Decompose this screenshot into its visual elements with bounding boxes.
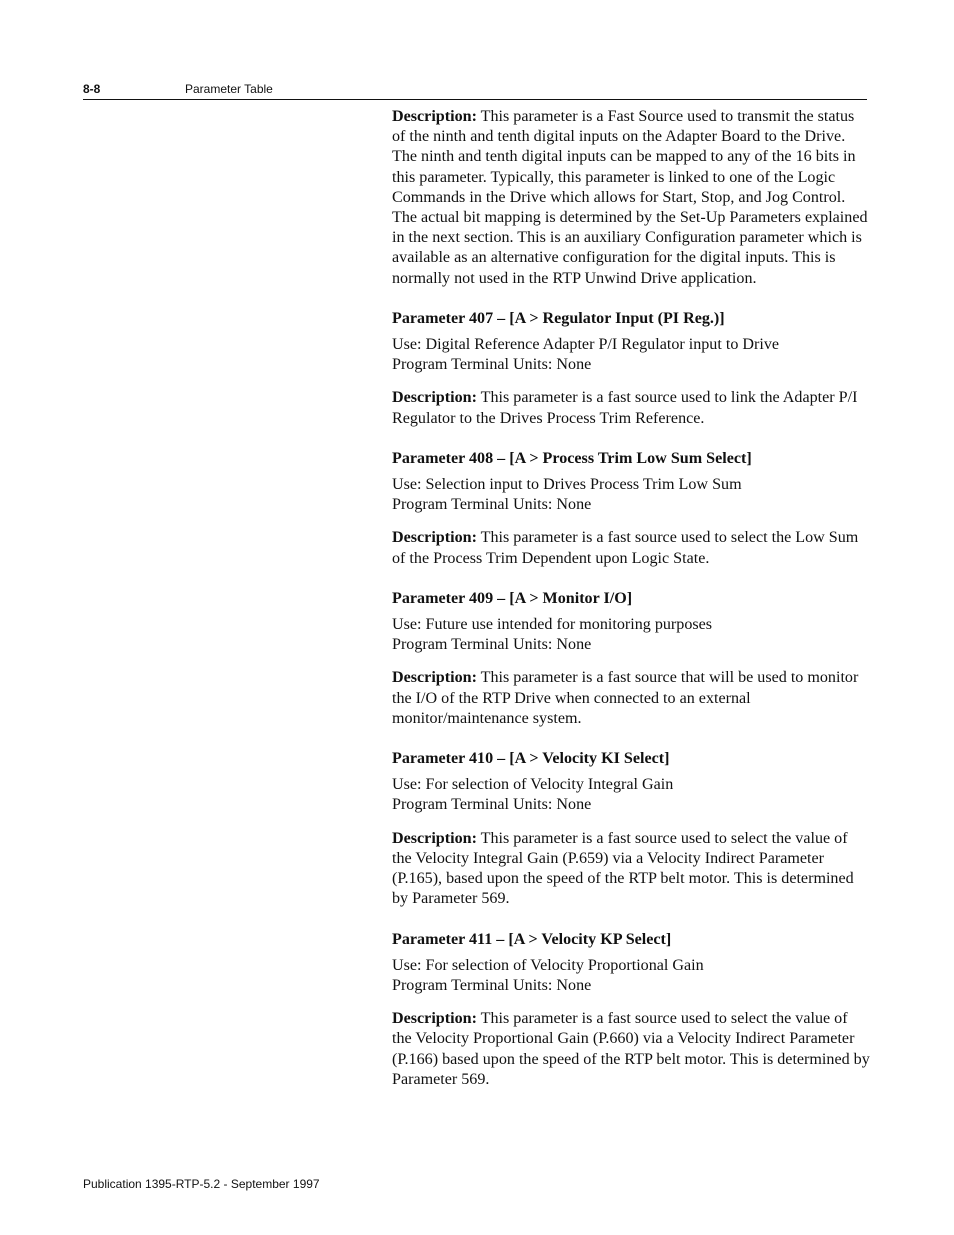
param-409-units: Program Terminal Units: None — [392, 636, 592, 654]
header-divider — [83, 99, 867, 100]
param-407-units: Program Terminal Units: None — [392, 356, 592, 374]
param-410-units: Program Terminal Units: None — [392, 796, 592, 814]
param-410-title: Parameter 410 – [A > Velocity KI Select] — [392, 750, 670, 768]
description-text: This parameter is a fast source used to link the Adapter P/I Regulator to the Drives Process Trim Reference. — [392, 389, 858, 427]
main-content — [392, 107, 870, 1110]
param-408-units: Program Terminal Units: None — [392, 496, 592, 514]
param-411-description — [392, 1009, 870, 1090]
page-footer: Publication 1395-RTP-5.2 - September 1997 — [83, 1177, 320, 1191]
param-408-description — [392, 528, 870, 568]
param-411-units: Program Terminal Units: None — [392, 976, 592, 994]
param-407-use: Use: Digital Reference Adapter P/I Regulator input to Drive — [392, 336, 780, 354]
description-text: This parameter is a Fast Source used to transmit the status of the ninth and tenth digital inputs on the Adapter Board to the Drive. The ninth and tenth digital inputs can be mapped to any of the 16 bits in this parameter. Typically, this parameter is linked to one of the Logic Commands in the Drive which allows for Start, Stop, and Jog Control. The actual bit mapping is determined by the Set-Up Parameters explained in the next section. This is an auxiliary Configuration parameter which is available as an alternative configuration for the digital inputs. This is normally not used in the RTP Unwind Drive application. — [392, 108, 868, 287]
description-label: Description: — [392, 1010, 477, 1028]
description-text: This parameter is a fast source used to select the Low Sum of the Process Trim Dependent upon Logic State. — [392, 529, 859, 567]
param-411-use: Use: For selection of Velocity Proportional Gain — [392, 956, 704, 974]
param-408-use-block — [392, 475, 870, 515]
description-text: This parameter is a fast source used to select the value of the Velocity Integral Gain (P.659) via a Velocity Indirect Parameter (P.165), based upon the speed of the RTP belt motor. This is determined by Parameter 569. — [392, 829, 854, 908]
description-label: Description: — [392, 529, 477, 547]
description-label: Description: — [392, 389, 477, 407]
param-409-use-block — [392, 615, 870, 655]
param-410-use: Use: For selection of Velocity Integral Gain — [392, 776, 674, 794]
description-text: This parameter is a fast source used to select the value of the Velocity Proportional Gain (P.660) via a Velocity Indirect Parameter (P.166) based upon the speed of the RTP belt motor. This is determined by Parameter 569. — [392, 1010, 870, 1088]
param-410-use-block — [392, 775, 870, 815]
param-411-title: Parameter 411 – [A > Velocity KP Select] — [392, 930, 672, 948]
param-407-description — [392, 388, 870, 428]
page-number: 8-8 — [83, 82, 101, 96]
param-407-use-block — [392, 335, 870, 375]
param-410-description — [392, 829, 870, 910]
param-409-use: Use: Future use intended for monitoring purposes — [392, 616, 713, 634]
param-408-use: Use: Selection input to Drives Process Trim Low Sum — [392, 476, 742, 494]
description-text: This parameter is a fast source that will be used to monitor the I/O of the RTP Drive when connected to an external monitor/maintenance system. — [392, 669, 859, 727]
param-411-use-block — [392, 956, 870, 996]
param-408-title: Parameter 408 – [A > Process Trim Low Sum Select] — [392, 449, 752, 467]
intro-description — [392, 107, 870, 289]
param-409-description — [392, 668, 870, 729]
description-label: Description: — [392, 108, 477, 125]
param-407-title: Parameter 407 – [A > Regulator Input (PI Reg.)] — [392, 309, 725, 327]
param-409-title: Parameter 409 – [A > Monitor I/O] — [392, 589, 633, 607]
description-label: Description: — [392, 669, 477, 687]
section-title: Parameter Table — [185, 82, 273, 96]
description-label: Description: — [392, 829, 477, 847]
page-header — [83, 80, 867, 100]
